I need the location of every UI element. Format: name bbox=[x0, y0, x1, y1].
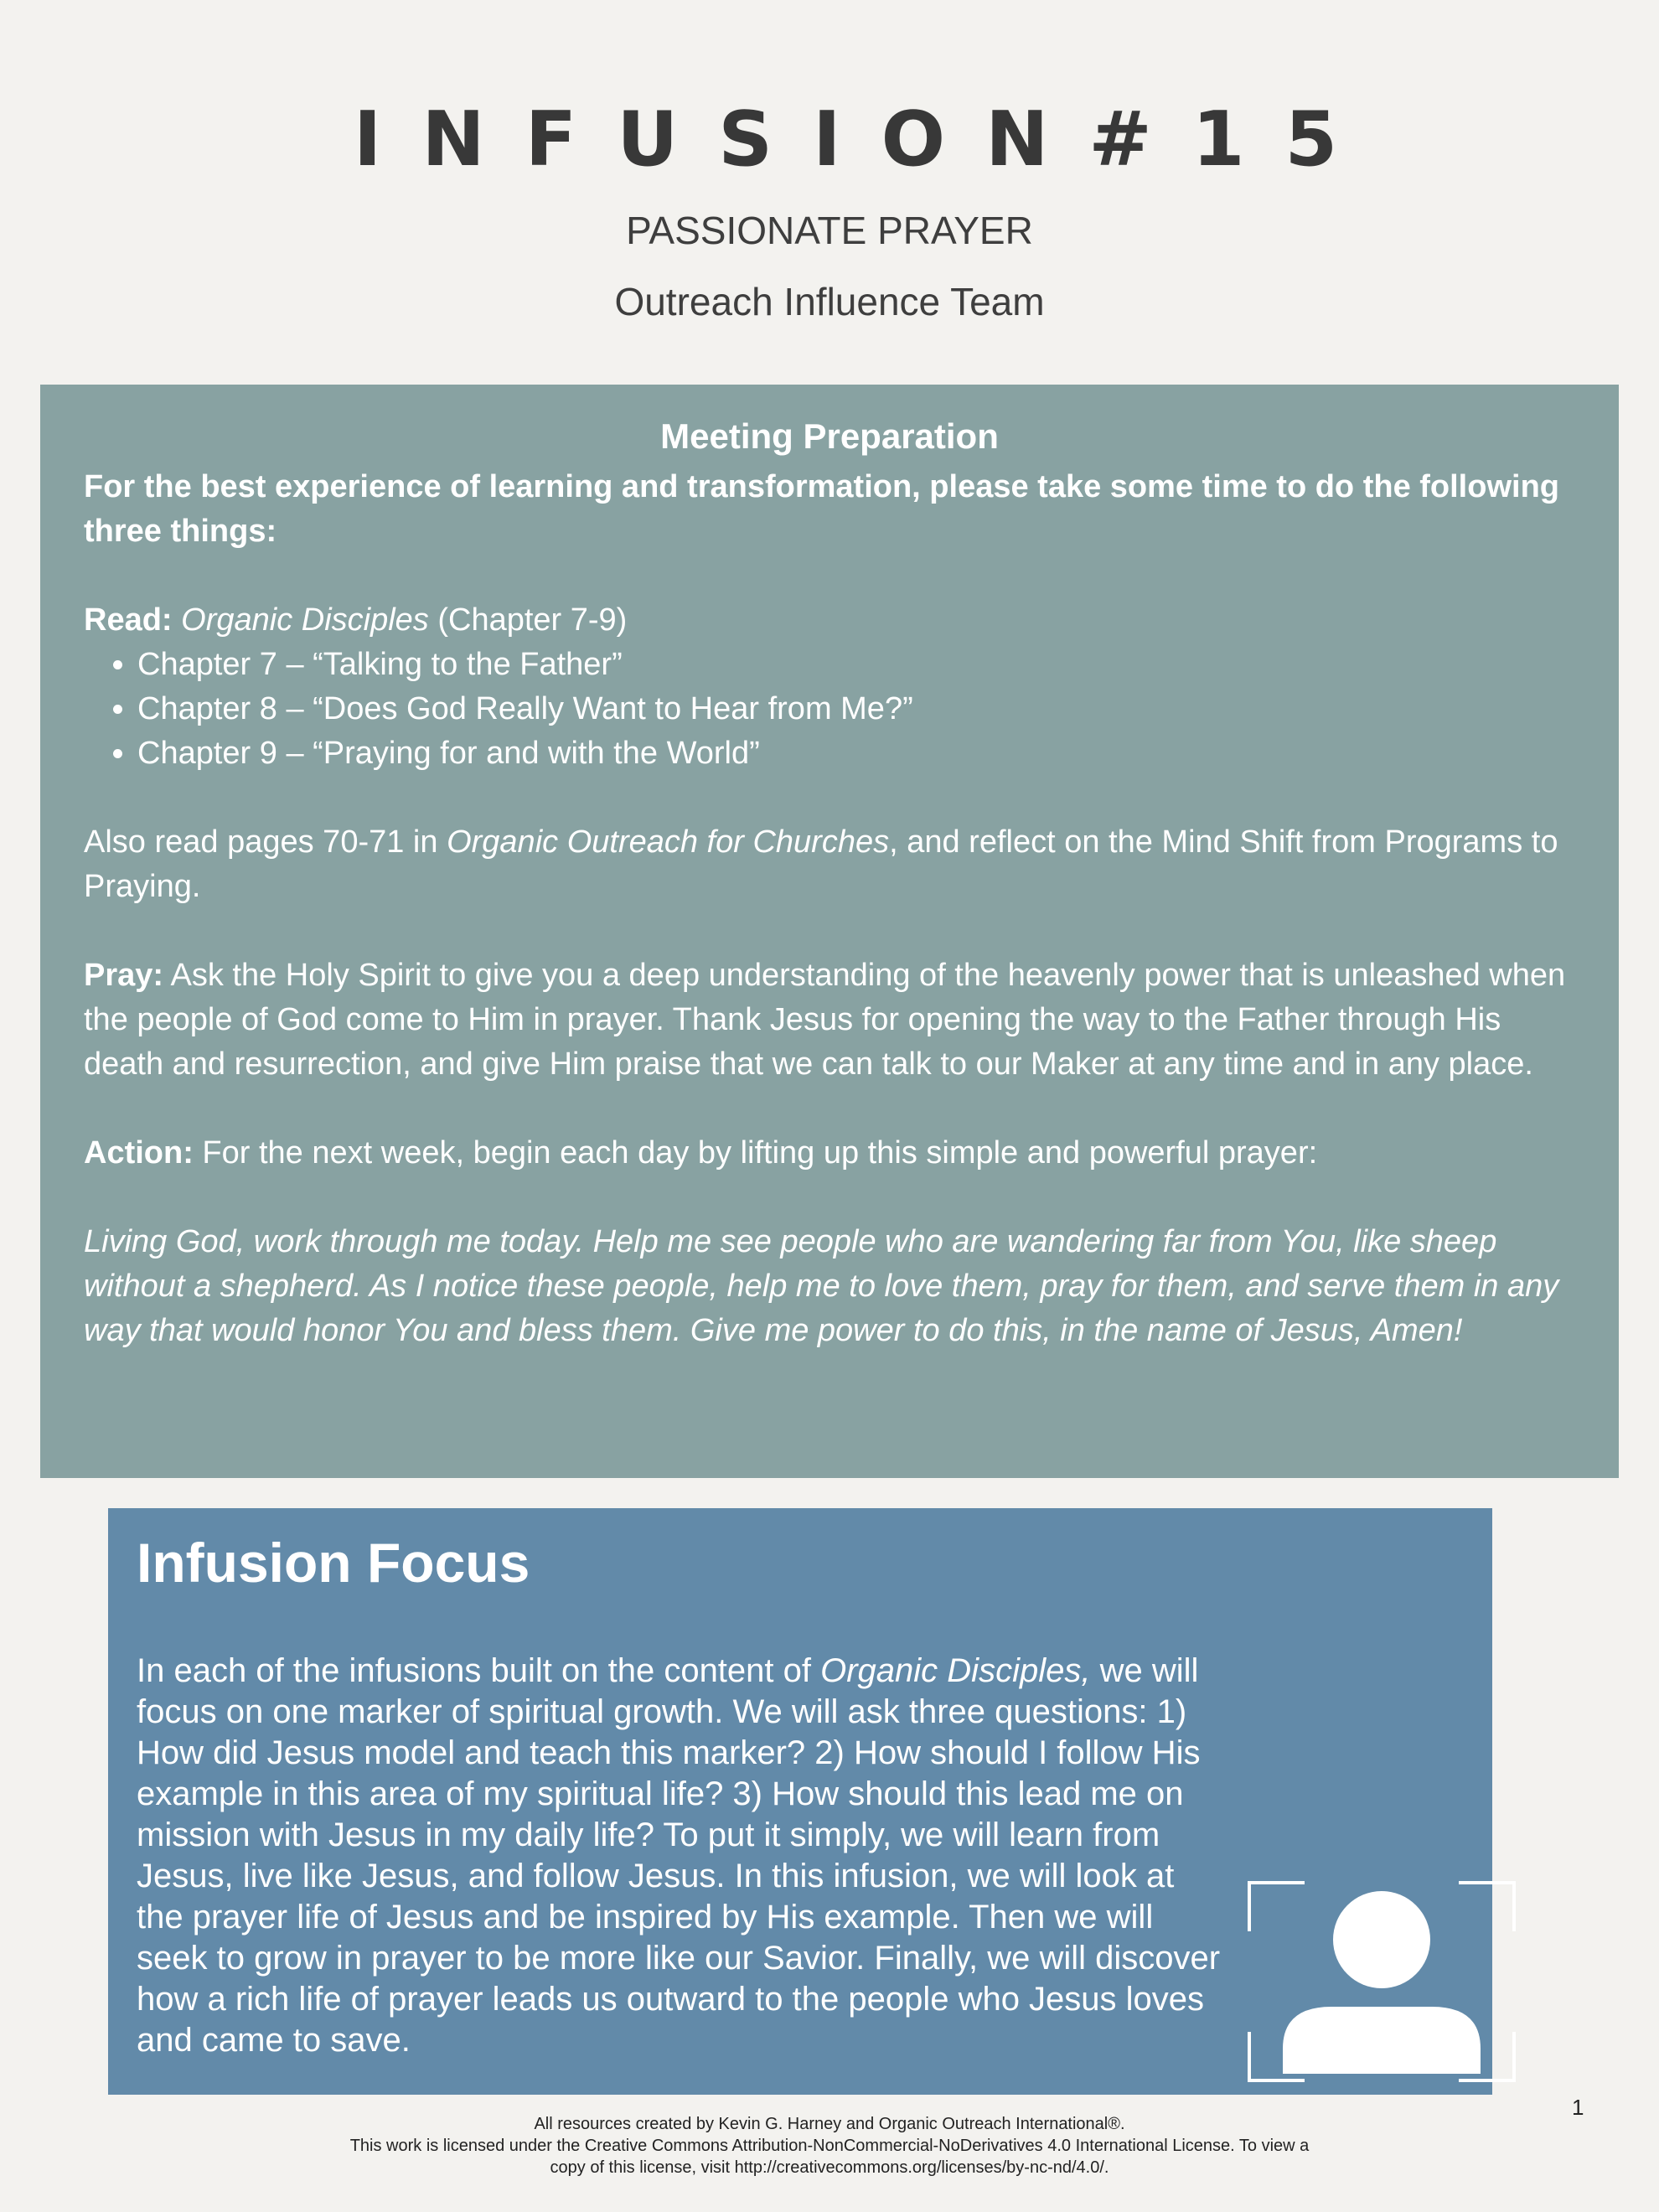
read-range: (Chapter 7-9) bbox=[428, 602, 628, 638]
page-number: 1 bbox=[1572, 2095, 1584, 2120]
focus-text: In each of the infusions built on the content of bbox=[137, 1652, 821, 1689]
action-label: Action: bbox=[84, 1135, 194, 1171]
also-read-text-after: , and reflect on the Mind Shift from Programs to Praying. bbox=[84, 824, 1558, 904]
action-text: For the next week, begin each day by lifting up this simple and powerful prayer: bbox=[193, 1135, 1318, 1171]
preparation-intro: For the best experience of learning and transformation, please take some time to do the following three things: bbox=[84, 469, 1559, 549]
pray-label: Pray: bbox=[84, 958, 164, 993]
also-read-text: Also read pages 70-71 in bbox=[84, 824, 447, 860]
infusion-focus-box bbox=[108, 1508, 1492, 2095]
prayer-text: Living God, work through me today. Help me see people who are wandering far from You, like sheep without a shepherd. As I notice these people, help me to love them, pray for them, and serve them in any way that would honor You and bless them. Give me power to do this, in the name of Jesus, Amen! bbox=[84, 1224, 1559, 1348]
focus-body bbox=[137, 1651, 1226, 2061]
page-title: INFUSION#15 bbox=[353, 96, 1378, 183]
chapter-item: • Chapter 8 – “Does God Really Want to Hear from Me?” bbox=[137, 687, 1575, 731]
also-read-paragraph bbox=[84, 820, 1575, 909]
chapter-list bbox=[84, 643, 1575, 776]
also-read-book-title: Organic Outreach for Churches bbox=[447, 824, 890, 860]
footer-credit: All resources created by Kevin G. Harney and Organic Outreach International®. bbox=[534, 2115, 1125, 2133]
preparation-heading: Meeting Preparation bbox=[660, 416, 999, 456]
action-paragraph bbox=[84, 1131, 1575, 1176]
chapter-item: • Chapter 9 – “Praying for and with the World” bbox=[137, 731, 1575, 776]
pray-paragraph bbox=[84, 954, 1575, 1087]
license-footer bbox=[0, 2113, 1659, 2178]
pray-text: Ask the Holy Spirit to give you a deep understanding of the heavenly power that is unleashed when the people of God come to Him in prayer. Thank Jesus for opening the way to the Father through His death and resurrection, and give Him praise that we can talk to our Maker at any time and in any place. bbox=[84, 958, 1566, 1082]
read-label: Read: bbox=[84, 602, 173, 638]
meeting-preparation-box bbox=[40, 385, 1619, 1478]
team-name: Outreach Influence Team bbox=[614, 280, 1045, 323]
footer-license-link: copy of this license, visit http://creativecommons.org/licenses/by-nc-nd/4.0/. bbox=[550, 2158, 1109, 2177]
focus-text-after: we will focus on one marker of spiritual growth. We will ask three questions: 1) How did Jesus model and teach this marker? 2) How should I follow His example in this area of my spiritual life? 3) How should this lead me on mission with Jesus in my daily life? To put it simply, we will learn from Jesus, live like Jesus, and follow Jesus. In this infusion, we will look at the prayer life of Jesus and be inspired by His example. Then we will seek to grow in prayer to be more like our Savior. Finally, we will discover how a rich life of prayer leads us outward to the people who Jesus loves and came to save. bbox=[137, 1652, 1221, 2059]
focus-book-title: Organic Disciples, bbox=[820, 1652, 1091, 1689]
focus-heading: Infusion Focus bbox=[137, 1532, 530, 1594]
chapter-item: • Chapter 7 – “Talking to the Father” bbox=[137, 643, 1575, 687]
footer-license: This work is licensed under the Creative Commons Attribution-NonCommercial-NoDerivatives 4.0 International License. To view a bbox=[349, 2137, 1310, 2155]
read-book-title: Organic Disciples bbox=[181, 602, 429, 638]
page-header bbox=[0, 0, 1659, 352]
page-subtitle: PASSIONATE PRAYER bbox=[626, 209, 1033, 252]
user-profile-icon bbox=[1248, 1881, 1516, 2082]
read-section bbox=[84, 598, 1575, 643]
